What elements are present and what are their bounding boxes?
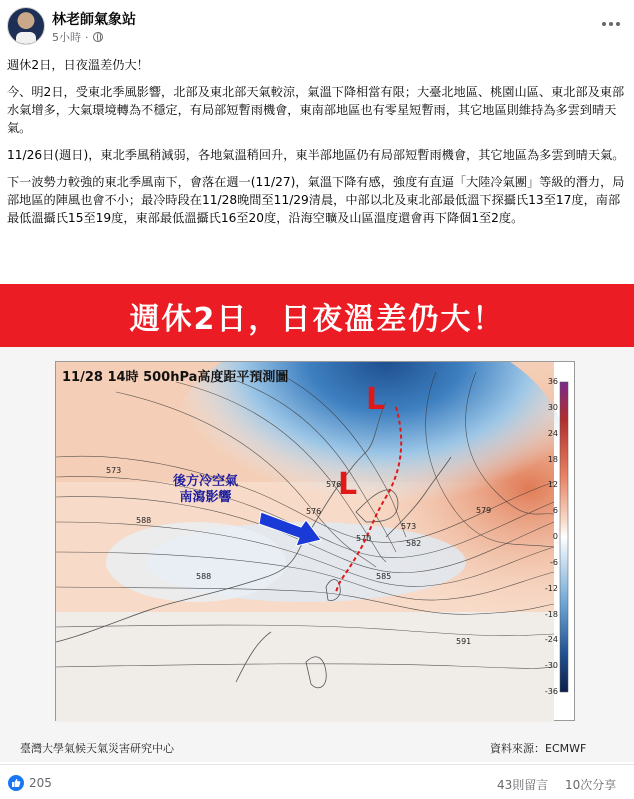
globe-icon <box>93 32 103 42</box>
colorbar-tick-label: 24 <box>547 428 558 438</box>
colorbar-tick-label: -30 <box>544 661 558 671</box>
comments-count[interactable]: 43則留言 <box>497 778 549 792</box>
page-avatar[interactable] <box>7 7 45 45</box>
contour-label: 573 <box>106 466 122 475</box>
more-options-button[interactable] <box>596 12 626 36</box>
colorbar-tick-label: -36 <box>544 687 558 696</box>
low-pressure-marker: L <box>366 382 386 417</box>
contour-label: 576 <box>326 480 342 489</box>
callout-line: 南瀉影響 <box>179 490 232 505</box>
banner-title: 週休2日，日夜溫差仍大！ <box>129 301 505 337</box>
image-banner <box>0 284 634 347</box>
page-name-link[interactable]: 林老師氣象站 <box>52 12 136 28</box>
shares-count[interactable]: 10次分享 <box>565 778 617 792</box>
colorbar-tick-label: 30 <box>547 402 558 412</box>
colorbar-tick-label: 36 <box>547 377 558 386</box>
colorbar-tick-label: 12 <box>547 480 558 490</box>
post-meta <box>52 29 103 45</box>
contour-label: 588 <box>136 516 152 525</box>
more-dots-icon <box>602 22 606 26</box>
anomaly-map-graphic <box>56 362 576 722</box>
meta-separator: · <box>85 30 89 44</box>
colorbar-tick-label: -24 <box>544 635 558 645</box>
post-paragraph: 今、明2日，受東北季風影響，北部及東北部天氣較涼，氣溫下降相當有限；大臺北地區、桃園山區、東北部及東部水氣增多，大氣環境轉為不穩定，有局部短暫雨機會，東南部地區也有零星短暫雨，其它地區則維持為多雲到晴天氣。 <box>7 85 625 135</box>
contour-label: 588 <box>196 572 212 581</box>
contour-label: 582 <box>406 539 422 548</box>
callout-line: 後方冷空氣 <box>173 474 239 489</box>
image-source-credit: 臺灣大學氣候天氣災害研究中心 <box>20 742 174 755</box>
contour-label: 579 <box>476 506 492 515</box>
post-paragraph: 11/26日(週日)，東北季風稍減弱，各地氣溫稍回升，東半部地區仍有局部短暫雨機會，其它地區為多雲到晴天氣。 <box>7 148 625 162</box>
colorbar-tick-label: -12 <box>544 583 558 593</box>
post-header <box>0 0 634 50</box>
like-thumb-icon[interactable] <box>8 775 24 791</box>
contour-label: 570 <box>356 534 372 543</box>
post-paragraph: 下一波勢力較強的東北季風南下，會落在週一(11/27)，氣溫下降有感，強度有直逼「大陸冷氣團」等級的潛力，局部地區的陣風也會不小；最冷時段在11/28晚間至11/29清晨，中部以北及東北部最低溫下探攝氏13至17度，南部最低溫攝氏15至19度，東部最低溫攝氏16至20度，沿海空曠及山區溫度還會再下降個1至2度。 <box>7 175 625 225</box>
contour-label: 591 <box>456 637 472 646</box>
colorbar-tick-label: 6 <box>552 506 558 516</box>
colorbar-tick-label: -18 <box>544 609 558 619</box>
contour-label: 573 <box>401 522 417 531</box>
contour-label: 576 <box>306 507 322 516</box>
post-image[interactable] <box>0 284 634 762</box>
colorbar-tick-label: 0 <box>552 532 558 541</box>
engagement-bar <box>0 764 634 799</box>
post-time-link[interactable]: 5小時 <box>52 31 81 44</box>
low-pressure-marker: L <box>338 467 358 502</box>
post-body <box>7 56 627 236</box>
colorbar-tick-label: -6 <box>550 557 558 567</box>
contour-label: 585 <box>376 572 392 581</box>
forecast-map <box>55 361 575 721</box>
map-title: 11/28 14時 500hPa高度距平預測圖 <box>62 370 289 385</box>
colorbar-tick-label: 18 <box>547 454 558 464</box>
image-data-source: 資料來源：ECMWF <box>490 742 587 755</box>
like-count[interactable]: 205 <box>29 776 52 790</box>
post-paragraph: 週休2日，日夜溫差仍大！ <box>7 58 149 72</box>
cold-air-callout <box>173 474 238 506</box>
